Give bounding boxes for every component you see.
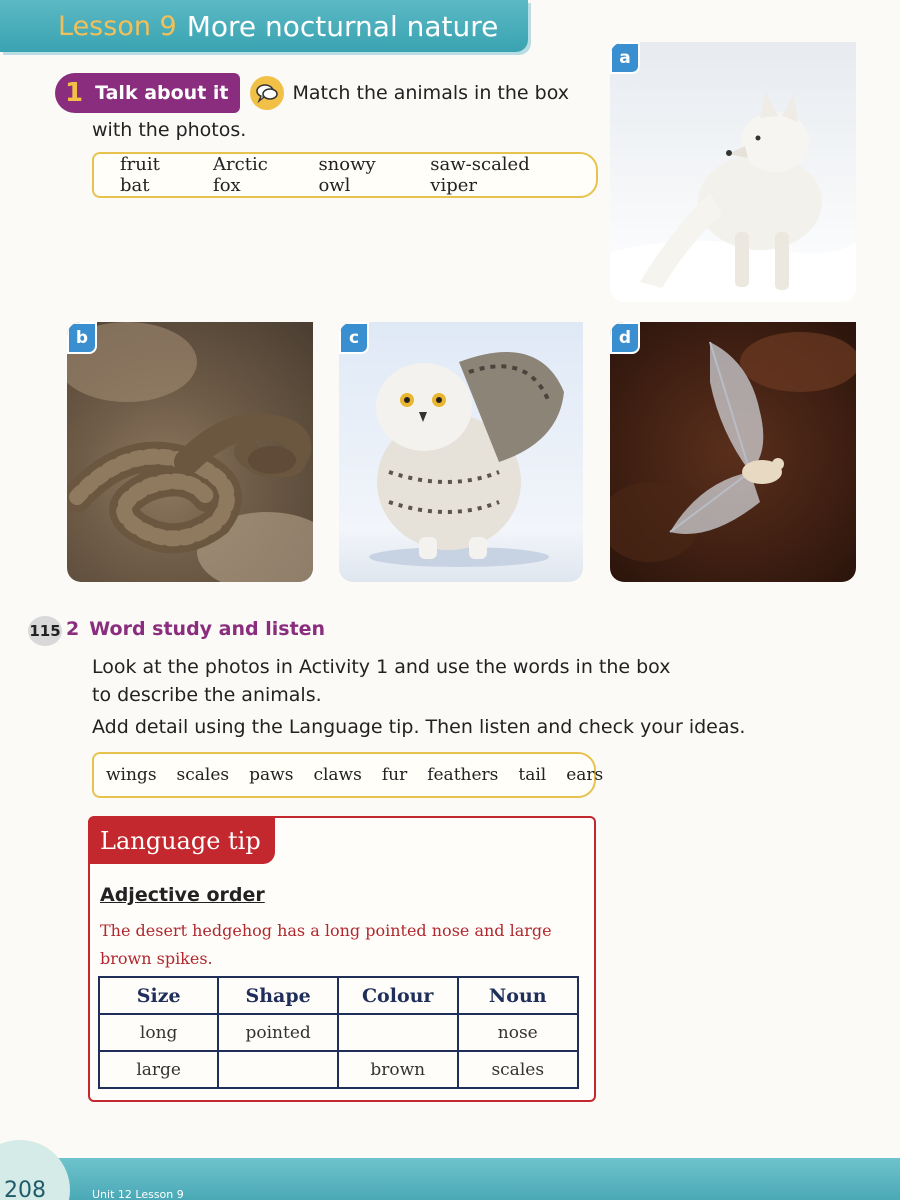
- activity2-heading: [66, 618, 325, 640]
- word-item: tail: [518, 765, 547, 785]
- table-row: [99, 1014, 578, 1051]
- table-cell: [218, 1051, 338, 1088]
- table-row: [99, 1051, 578, 1088]
- word-item: feathers: [427, 765, 499, 785]
- footer-unit-label: Unit 12 Lesson 9: [92, 1188, 184, 1200]
- photo-label-c: c: [339, 322, 369, 354]
- page-number: 208: [4, 1178, 46, 1200]
- table-cell: pointed: [218, 1014, 338, 1051]
- activity1-instruction-cont: with the photos.: [92, 119, 247, 141]
- word-item: ears: [566, 765, 604, 785]
- word-item: saw-scaled viper: [430, 154, 530, 196]
- table-cell: [338, 1014, 458, 1051]
- word-item: wings: [106, 765, 157, 785]
- photo-label-a: a: [610, 42, 640, 74]
- language-tip-example: The desert hedgehog has a long pointed nose and large brown spikes.: [100, 921, 552, 968]
- lesson-number: Lesson 9: [58, 10, 177, 42]
- table-header: Size: [99, 977, 218, 1014]
- word-item: scales: [176, 765, 230, 785]
- photo-snowy-owl: [339, 322, 583, 582]
- activity1-number: 1: [65, 78, 84, 108]
- activity2-number: 2: [66, 618, 80, 640]
- table-header-row: [99, 977, 578, 1014]
- animal-word-box: [92, 152, 598, 198]
- photo-fruit-bat: [610, 322, 856, 582]
- table-cell: long: [99, 1014, 218, 1051]
- word-item: paws: [249, 765, 294, 785]
- word-item: fur: [381, 765, 408, 785]
- speech-bubbles-icon: [250, 76, 284, 110]
- table-header: Colour: [338, 977, 458, 1014]
- language-tip-title: Language tip: [90, 818, 275, 864]
- body-parts-word-box: [92, 752, 604, 798]
- table-header: Shape: [218, 977, 338, 1014]
- activity2-title: Word study and listen: [89, 618, 326, 640]
- table-header: Noun: [458, 977, 579, 1014]
- activity2-instruction-1: Look at the photos in Activity 1 and use the words in the box to describe the animals.: [92, 656, 671, 706]
- photo-arctic-fox: [610, 42, 856, 302]
- table-cell: large: [99, 1051, 218, 1088]
- lesson-banner: [0, 0, 528, 52]
- photo-label-d: d: [610, 322, 640, 354]
- word-item: claws: [313, 765, 362, 785]
- lesson-title: More nocturnal nature: [186, 9, 499, 43]
- word-item: snowy owl: [318, 154, 376, 196]
- activity2-instruction-2: Add detail using the Language tip. Then listen and check your ideas.: [92, 716, 746, 738]
- photo-saw-scaled-viper: [67, 322, 313, 582]
- table-cell: brown: [338, 1051, 458, 1088]
- table-cell: nose: [458, 1014, 579, 1051]
- activity1-pill: [55, 73, 240, 113]
- word-item: Arctic fox: [213, 154, 268, 196]
- table-cell: scales: [458, 1051, 579, 1088]
- photo-label-b: b: [67, 322, 97, 354]
- language-tip-subtitle: Adjective order: [100, 884, 265, 906]
- activity1-heading: [55, 73, 569, 113]
- adjective-order-table: [98, 976, 579, 1089]
- word-item: fruit bat: [120, 154, 160, 196]
- activity1-pill-label: Talk about it: [95, 82, 229, 104]
- audio-track-badge[interactable]: 115: [28, 616, 62, 646]
- activity1-instruction: Match the animals in the box: [292, 82, 569, 104]
